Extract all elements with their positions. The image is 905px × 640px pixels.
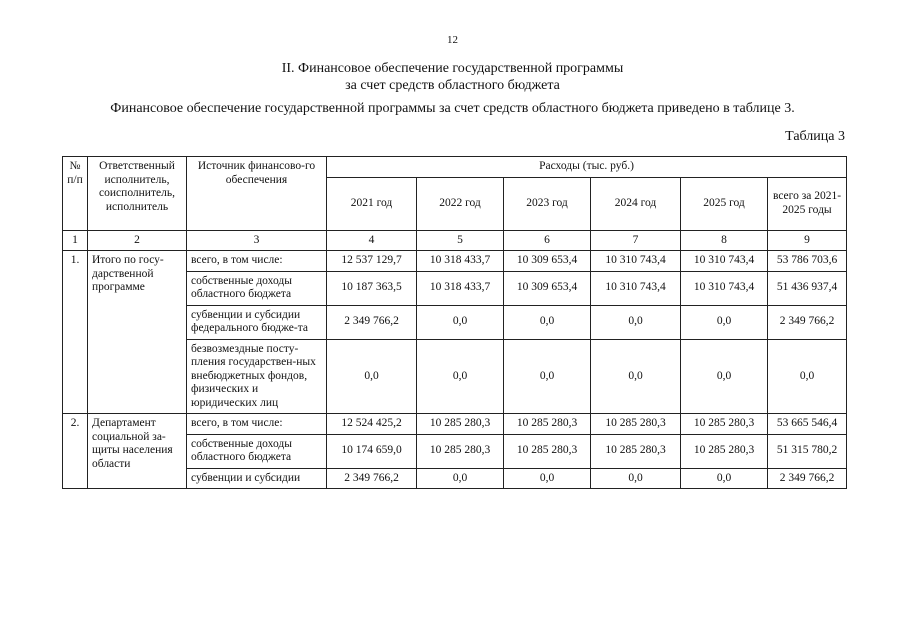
total-cell: 2 349 766,2	[768, 468, 847, 489]
value-cell: 0,0	[327, 339, 417, 414]
value-cell: 10 285 280,3	[417, 414, 504, 435]
header-year: 2024 год	[591, 177, 681, 230]
value-cell: 10 285 280,3	[591, 434, 681, 468]
value-cell: 0,0	[591, 468, 681, 489]
value-cell: 10 318 433,7	[417, 251, 504, 272]
value-cell: 10 309 653,4	[504, 251, 591, 272]
column-number: 3	[187, 230, 327, 251]
source-cell: всего, в том числе:	[187, 251, 327, 272]
value-cell: 10 309 653,4	[504, 271, 591, 305]
executor-cell: Департамент социальной за-щиты населения области	[88, 414, 187, 489]
total-cell: 2 349 766,2	[768, 305, 847, 339]
value-cell: 10 187 363,5	[327, 271, 417, 305]
header-expenses: Расходы (тыс. руб.)	[327, 157, 847, 178]
total-cell: 51 436 937,4	[768, 271, 847, 305]
value-cell: 0,0	[591, 305, 681, 339]
value-cell: 10 285 280,3	[417, 434, 504, 468]
source-cell: собственные доходы областного бюджета	[187, 434, 327, 468]
financing-table	[62, 156, 847, 489]
column-number: 2	[88, 230, 187, 251]
header-total: всего за 2021-2025 годы	[768, 177, 847, 230]
value-cell: 0,0	[504, 468, 591, 489]
value-cell: 10 285 280,3	[591, 414, 681, 435]
value-cell: 10 285 280,3	[504, 414, 591, 435]
column-number: 9	[768, 230, 847, 251]
value-cell: 10 310 743,4	[591, 271, 681, 305]
column-number: 1	[63, 230, 88, 251]
header-year: 2021 год	[327, 177, 417, 230]
header-year: 2025 год	[681, 177, 768, 230]
value-cell: 0,0	[681, 468, 768, 489]
header-source: Источник финансово-го обеспечения	[187, 157, 327, 231]
executor-cell: Итого по госу-дарственной программе	[88, 251, 187, 414]
value-cell: 10 174 659,0	[327, 434, 417, 468]
value-cell: 12 524 425,2	[327, 414, 417, 435]
total-cell: 53 665 546,4	[768, 414, 847, 435]
column-number: 8	[681, 230, 768, 251]
source-cell: всего, в том числе:	[187, 414, 327, 435]
source-cell: субвенции и субсидии	[187, 468, 327, 489]
value-cell: 0,0	[417, 468, 504, 489]
header-executor: Ответственный исполнитель, соисполнитель, исполнитель	[88, 157, 187, 231]
value-cell: 10 285 280,3	[504, 434, 591, 468]
column-number: 4	[327, 230, 417, 251]
row-number: 1.	[63, 251, 88, 414]
column-number: 6	[504, 230, 591, 251]
intro-paragraph: Финансовое обеспечение государственной программы за счет средств областного бюджета приведено в таблице 3.	[110, 101, 795, 116]
column-number: 5	[417, 230, 504, 251]
value-cell: 2 349 766,2	[327, 305, 417, 339]
total-cell: 53 786 703,6	[768, 251, 847, 272]
value-cell: 12 537 129,7	[327, 251, 417, 272]
value-cell: 0,0	[504, 339, 591, 414]
value-cell: 10 310 743,4	[681, 271, 768, 305]
value-cell: 10 285 280,3	[681, 434, 768, 468]
page-number: 12	[447, 34, 458, 46]
section-title-line1: II. Финансовое обеспечение государственной программы	[281, 61, 624, 76]
table-label: Таблица 3	[785, 129, 845, 144]
value-cell: 0,0	[681, 339, 768, 414]
section-title	[0, 60, 905, 94]
value-cell: 2 349 766,2	[327, 468, 417, 489]
total-cell: 0,0	[768, 339, 847, 414]
table-header	[63, 157, 847, 231]
column-number: 7	[591, 230, 681, 251]
value-cell: 0,0	[417, 305, 504, 339]
value-cell: 0,0	[417, 339, 504, 414]
value-cell: 10 318 433,7	[417, 271, 504, 305]
source-cell: безвозмездные посту-пления государствен-ных внебюджетных фондов, физических и юридических лиц	[187, 339, 327, 414]
column-number-row	[63, 230, 847, 251]
source-cell: собственные доходы областного бюджета	[187, 271, 327, 305]
value-cell: 0,0	[681, 305, 768, 339]
value-cell: 0,0	[591, 339, 681, 414]
row-number: 2.	[63, 414, 88, 489]
header-num: № п/п	[63, 157, 88, 231]
header-year: 2023 год	[504, 177, 591, 230]
table-row	[63, 251, 847, 272]
table-body	[63, 230, 847, 489]
value-cell: 10 285 280,3	[681, 414, 768, 435]
value-cell: 10 310 743,4	[591, 251, 681, 272]
table-row	[63, 414, 847, 435]
source-cell: субвенции и субсидии федерального бюдже-та	[187, 305, 327, 339]
header-year: 2022 год	[417, 177, 504, 230]
section-title-line2: за счет средств областного бюджета	[345, 78, 560, 93]
total-cell: 51 315 780,2	[768, 434, 847, 468]
value-cell: 0,0	[504, 305, 591, 339]
value-cell: 10 310 743,4	[681, 251, 768, 272]
